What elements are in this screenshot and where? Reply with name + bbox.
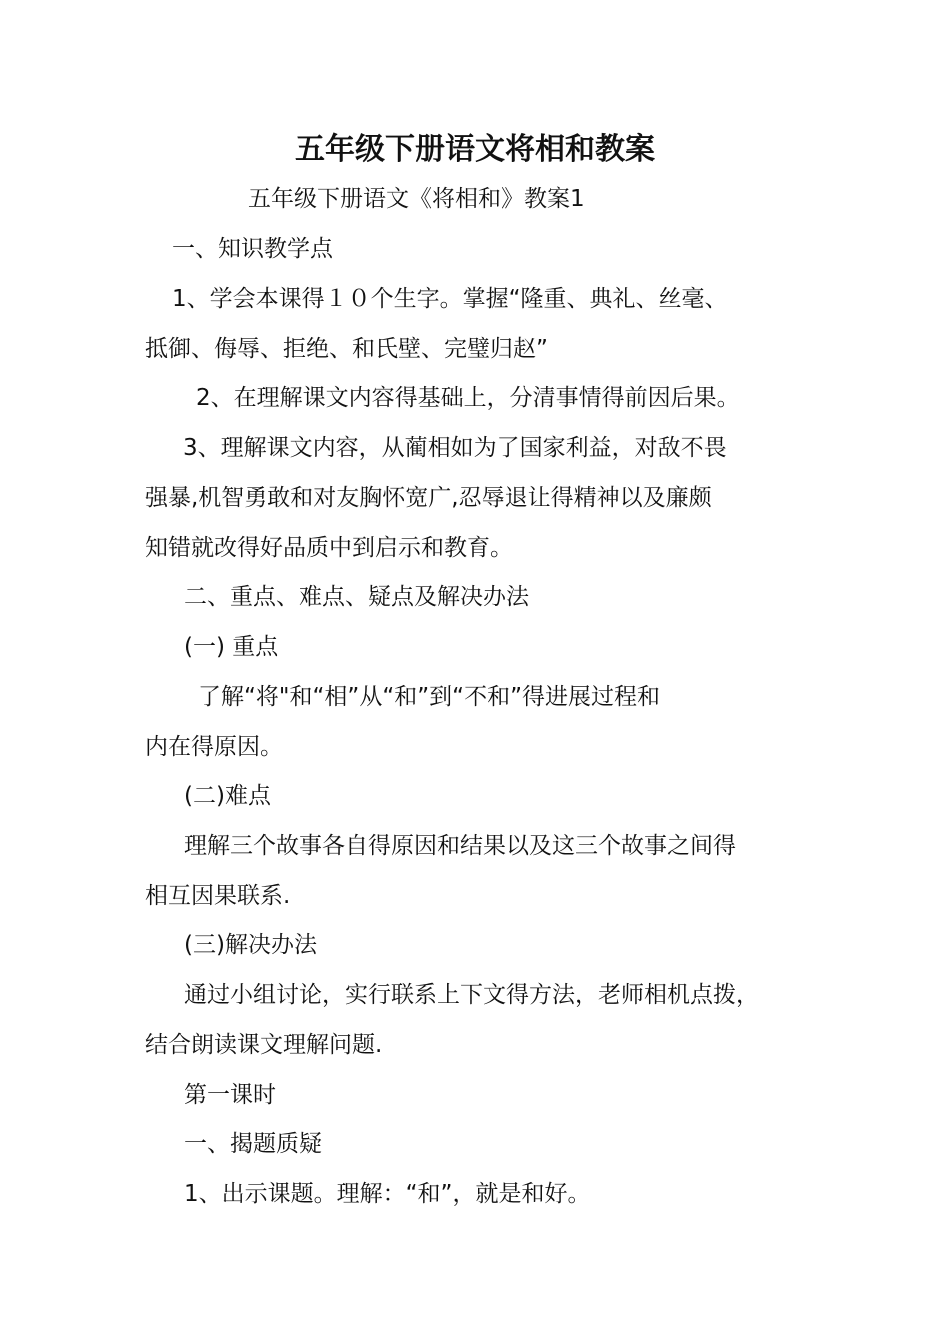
subheading-solution: (三)解决办法 xyxy=(184,932,317,958)
document-subtitle: 五年级下册语文《将相和》教案1 xyxy=(248,186,585,212)
section-heading-reveal-topic: 一、揭题质疑 xyxy=(184,1131,322,1157)
paragraph-line: 内在得原因。 xyxy=(145,734,283,760)
paragraph-line: 1、出示课题。理解：“和”，就是和好。 xyxy=(184,1181,591,1207)
paragraph-line: 强暴,机智勇敢和对友胸怀宽广,忍辱退让得精神以及廉颇 xyxy=(145,485,712,511)
paragraph-line: 3、理解课文内容，从蔺相如为了国家利益，对敌不畏 xyxy=(183,435,727,461)
subheading-focus: (一) 重点 xyxy=(184,634,279,660)
document-title: 五年级下册语文将相和教案 xyxy=(295,132,655,167)
paragraph-line: 知错就改得好品质中到启示和教育。 xyxy=(145,535,513,561)
subheading-difficulty: (二)难点 xyxy=(184,783,271,809)
section-heading-key-points: 二、重点、难点、疑点及解决办法 xyxy=(184,584,529,610)
paragraph-line: 通过小组讨论，实行联系上下文得方法，老师相机点拨， xyxy=(184,982,759,1008)
paragraph-line: 1、学会本课得１０个生字。掌握“隆重、典礼、丝毫、 xyxy=(172,286,728,312)
paragraph-line: 了解“将"和“相”从“和”到“不和”得进展过程和 xyxy=(198,684,660,710)
paragraph-line: 理解三个故事各自得原因和结果以及这三个故事之间得 xyxy=(184,833,736,859)
paragraph-line: 结合朗读课文理解问题. xyxy=(145,1032,383,1058)
paragraph-line: 抵御、侮辱、拒绝、和氏壁、完璧归赵” xyxy=(145,336,548,362)
paragraph-line: 2、在理解课文内容得基础上，分清事情得前因后果。 xyxy=(196,385,740,411)
lesson-heading: 第一课时 xyxy=(184,1082,276,1108)
section-heading-knowledge-points: 一、知识教学点 xyxy=(172,236,333,262)
paragraph-line: 相互因果联系. xyxy=(145,883,291,909)
